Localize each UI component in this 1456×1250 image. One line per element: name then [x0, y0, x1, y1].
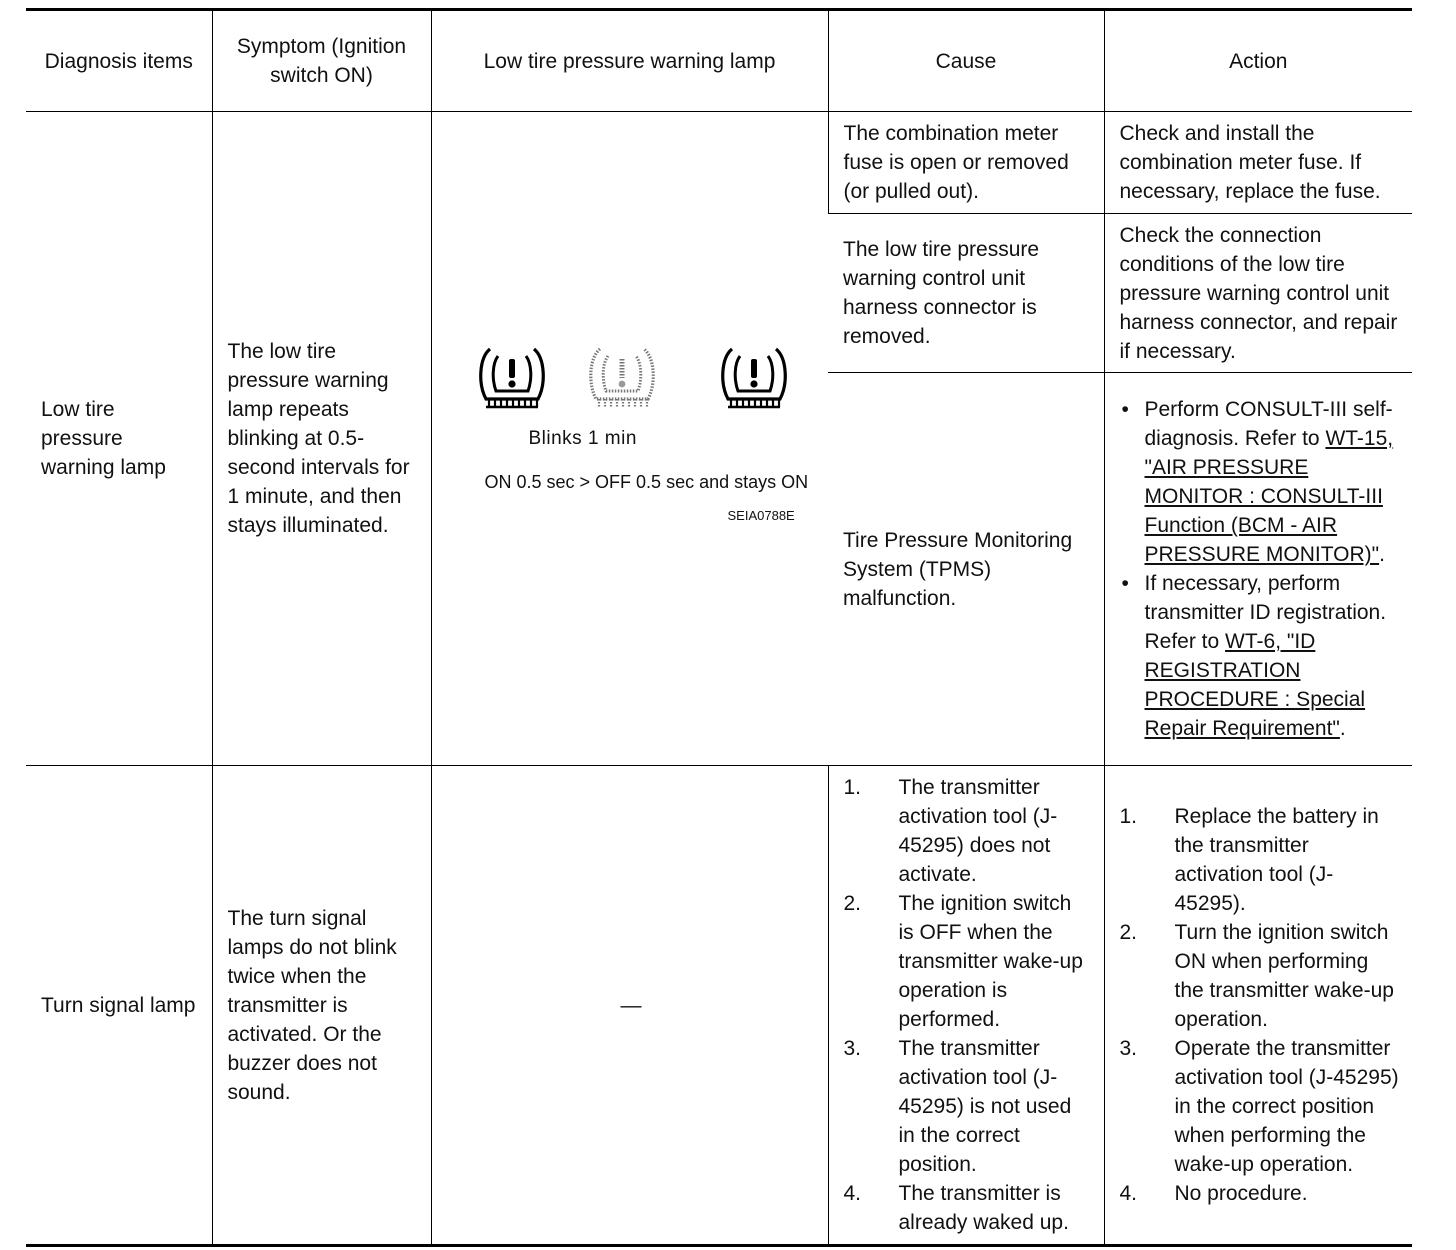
wt-6-link[interactable]: WT-6, "ID REGISTRATION PROCEDURE : Special Repair Requirement": [1144, 630, 1366, 740]
header-cause: Cause: [828, 10, 1104, 112]
header-action: Action: [1104, 10, 1412, 112]
warning-lamp-illustration: [447, 344, 816, 534]
action-cell: Check the connection conditions of the low tire pressure warning control unit harness connector, and repair if necessary.: [1104, 214, 1412, 373]
action-list: [1120, 395, 1401, 743]
action-cell: [1104, 766, 1412, 1246]
wt-15-link[interactable]: WT-15, "AIR PRESSURE MONITOR : CONSULT-III Function (BCM - AIR PRESSURE MONITOR)": [1144, 427, 1394, 566]
cause-cell: The combination meter fuse is open or removed (or pulled out).: [828, 112, 1104, 214]
list-item: 1. The transmitter activation tool (J-45295) does not activate.: [843, 776, 1058, 886]
cause-cell: The low tire pressure warning control unit harness connector is removed.: [828, 214, 1104, 373]
list-item: 1. Replace the battery in the transmitter activation tool (J-45295).: [1119, 805, 1379, 915]
blink-sequence-label: ON 0.5 sec > OFF 0.5 sec and stays ON: [484, 471, 809, 492]
header-diagnosis-items: Diagnosis items: [26, 10, 212, 112]
action-cell: Check and install the combination meter fuse. If necessary, replace the fuse.: [1104, 112, 1412, 214]
diagnosis-cell: Low tire pressure warning lamp: [26, 112, 212, 766]
header-warning-lamp: Low tire pressure warning lamp: [431, 10, 828, 112]
figure-code: SEIA0788E: [727, 507, 795, 523]
list-item: 3. The transmitter activation tool (J-45295) is not used in the correct position.: [843, 1037, 1072, 1176]
list-item: 3. Operate the transmitter activation tool (J-45295) in the correct position when performing the wake-up operation.: [1119, 1037, 1399, 1176]
lamp-illustration-cell: [431, 112, 828, 766]
diagnosis-table: [26, 8, 1412, 1247]
symptom-cell: The low tire pressure warning lamp repeats blinking at 0.5-second intervals for 1 minute, and then stays illuminated.: [212, 112, 431, 766]
tpms-warning-off-icon: [587, 344, 657, 410]
list-item: 2. Turn the ignition switch ON when performing the transmitter wake-up operation.: [1119, 921, 1394, 1031]
blinks-label: Blinks 1 min: [528, 427, 637, 449]
tpms-warning-on-icon: [477, 344, 547, 410]
symptom-cell: The turn signal lamps do not blink twice when the transmitter is activated. Or the buzzer does not sound.: [212, 766, 431, 1246]
table-row: [26, 766, 1412, 1246]
tpms-warning-stays-on-icon: [719, 344, 789, 410]
cause-cell: [828, 766, 1104, 1246]
header-symptom: Symptom (Ignition switch ON): [212, 10, 431, 112]
lamp-cell: —: [431, 766, 828, 1246]
diagnosis-cell: Turn signal lamp: [26, 766, 212, 1246]
table-row: [26, 112, 1412, 214]
cause-cell: Tire Pressure Monitoring System (TPMS) malfunction.: [828, 373, 1104, 766]
action-cell: [1104, 373, 1412, 766]
list-item: 2. The ignition switch is OFF when the transmitter wake-up operation is performed.: [843, 892, 1083, 1031]
list-item: • Perform CONSULT-III self-diagnosis. Refer to WT-15, "AIR PRESSURE MONITOR : CONSULT-III Function (BCM - AIR PRESSURE MONITOR)".: [1120, 395, 1401, 569]
list-item: 4. The transmitter is already waked up.: [843, 1182, 1069, 1234]
header-row: [26, 10, 1412, 112]
list-item: • If necessary, perform transmitter ID registration. Refer to WT-6, "ID REGISTRATION PROCEDURE : Special Repair Requirement".: [1120, 569, 1401, 743]
cause-list: [844, 773, 1092, 1237]
list-item: 4. No procedure.: [1119, 1182, 1308, 1205]
action-list: [1120, 802, 1401, 1208]
